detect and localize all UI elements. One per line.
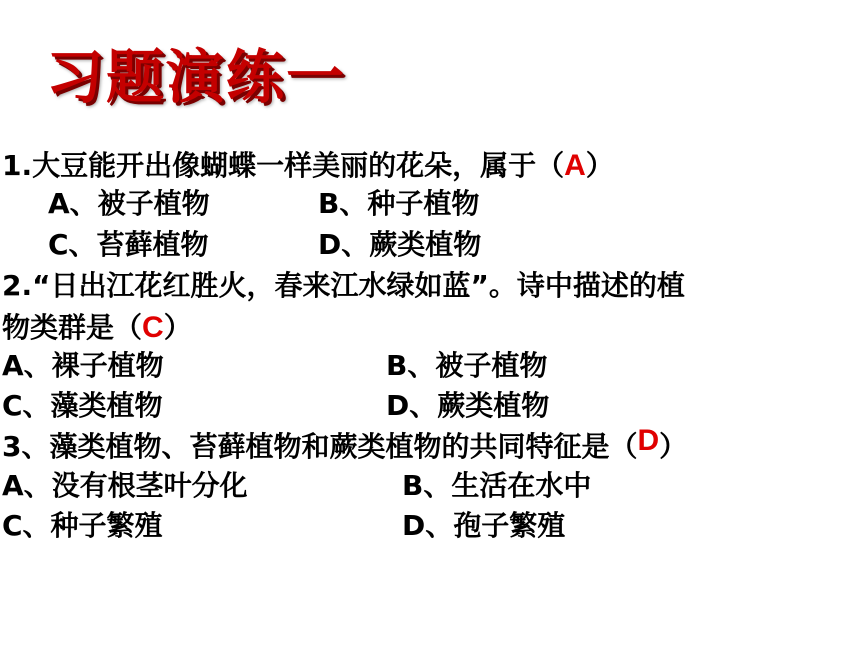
q1-option-c: C、苔藓植物 (48, 228, 209, 261)
q1-close-paren: ） (585, 149, 614, 182)
q2-stem-line2: 物类群是（ (2, 311, 143, 344)
q3-option-b: B、生活在水中 (402, 469, 592, 502)
q2-option-a: A、裸子植物 (2, 349, 164, 382)
q3-option-a: A、没有根茎叶分化 (2, 469, 248, 502)
q2-answer: C (142, 311, 164, 344)
q3-stem: 3、藻类植物、苔藓植物和蕨类植物的共同特征是（ (2, 430, 638, 463)
q3-option-c: C、种子繁殖 (2, 509, 163, 542)
q1-option-d: D、蕨类植物 (318, 228, 482, 261)
q1-option-a: A、被子植物 (48, 187, 210, 220)
q2-close-paren: ） (163, 311, 192, 344)
q1-stem-line (2, 151, 614, 181)
q1-stem: 1.大豆能开出像蝴蝶一样美丽的花朵，属于（ (2, 149, 565, 182)
q2-option-d: D、蕨类植物 (386, 389, 550, 422)
q2-option-b: B、被子植物 (386, 349, 548, 382)
q3-close-paren: ） (659, 430, 688, 463)
q3-stem-line (2, 424, 688, 463)
q1-option-b: B、种子植物 (318, 187, 480, 220)
q2-option-c: C、藻类植物 (2, 389, 163, 422)
q1-answer: A (564, 149, 586, 182)
q3-option-d: D、孢子繁殖 (402, 509, 566, 542)
q2-stem-line2-row (2, 313, 192, 343)
slide-title: 习题演练一 (46, 43, 347, 111)
q3-answer: D (637, 424, 660, 457)
q2-stem-line1: 2.“日出江花红胜火，春来江水绿如蓝”。诗中描述的植 (2, 269, 685, 302)
